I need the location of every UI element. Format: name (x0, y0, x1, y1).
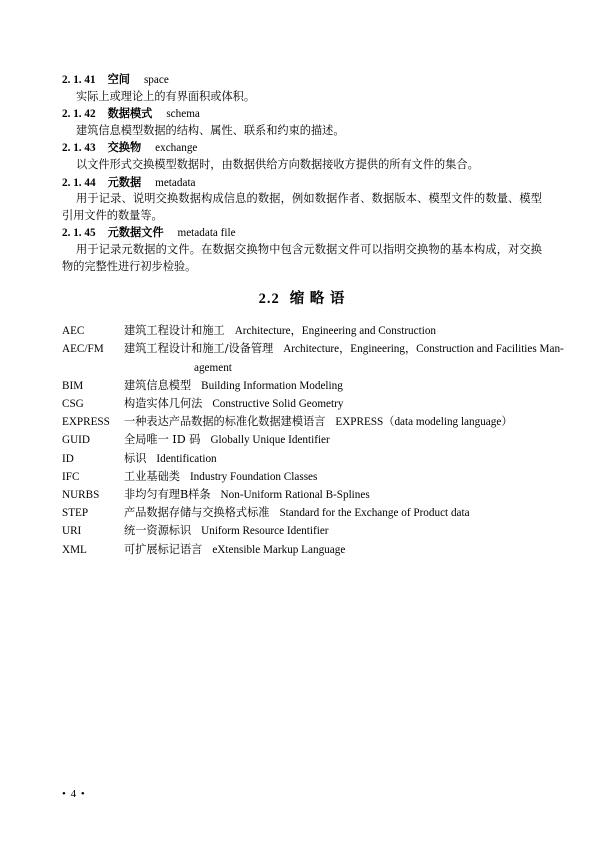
abbreviation-key: AEC/FM (62, 343, 104, 356)
abbreviation-cn: 构造实体几何法 (124, 396, 203, 410)
abbreviation-en: Constructive Solid Geometry (212, 397, 344, 410)
section-title-text: 缩 略 语 (289, 291, 346, 308)
term-name-cn: 空间 (107, 74, 130, 86)
term-name-en: metadata (155, 176, 196, 189)
abbreviation-row (62, 504, 542, 522)
abbreviation-row (62, 322, 542, 340)
term-definition: 用于记录元数据的文件。在数据交换物中包含元数据文件可以指明交换物的基本构成，对交换物的完整性进行初步检验。 (62, 242, 542, 273)
abbreviation-cn: 非均匀有理B样条 (124, 487, 211, 501)
term-name-cn: 元数据文件 (107, 227, 164, 240)
abbreviation-key: GUID (62, 434, 90, 447)
abbreviation-key: URI (62, 525, 82, 538)
abbreviation-cn: 建筑工程设计和施工/设备管理 (124, 342, 274, 356)
abbreviation-key: CSG (62, 397, 84, 410)
abbreviation-key: STEP (62, 507, 89, 520)
term-entry (62, 106, 542, 139)
term-entry (62, 225, 542, 275)
term-name-en: schema (166, 108, 200, 121)
abbreviation-key: AEC (62, 325, 85, 338)
page-content (62, 72, 564, 559)
term-definition: 用于记录、说明交换数据构成信息的数据，例如数据作者、数据版本、模型文件的数量、模型引用文件的数量等。 (62, 192, 542, 222)
term-name-cn: 元数据 (107, 176, 142, 189)
abbreviation-en: Non-Uniform Rational B-Splines (220, 488, 370, 501)
term-heading (62, 225, 542, 242)
abbreviation-cn: 工业基础类 (124, 469, 180, 483)
term-name-cn: 数据模式 (107, 108, 153, 121)
term-number: 2. 1. 44 (62, 176, 96, 189)
abbreviation-en: Industry Foundation Classes (189, 470, 318, 483)
abbreviation-key: IFC (62, 470, 80, 483)
abbreviation-row (62, 541, 542, 559)
abbreviation-row (62, 431, 542, 449)
abbreviation-continuation: agement (194, 361, 232, 374)
abbreviation-cn: 一种表达产品数据的标准化数据建模语言 (124, 415, 326, 429)
term-heading (62, 72, 542, 89)
term-heading (62, 175, 542, 192)
abbreviation-row (62, 413, 542, 431)
abbreviation-key: BIM (62, 379, 84, 392)
term-name-en: exchange (155, 142, 198, 155)
term-heading (62, 106, 542, 123)
abbreviation-row (62, 486, 542, 504)
abbreviation-cn: 产品数据存储与交换格式标准 (124, 506, 270, 520)
term-entry (62, 175, 542, 225)
term-entry (62, 140, 542, 173)
abbreviation-cn: 标识 (124, 451, 147, 465)
abbreviation-en: eXtensible Markup Language (212, 543, 346, 556)
term-name-en: metadata file (177, 227, 236, 240)
abbreviation-en: Standard for the Exchange of Product data (279, 507, 470, 520)
abbreviation-cn: 统一资源标识 (124, 524, 192, 538)
section-heading (62, 287, 542, 308)
abbreviation-en: Building Information Modeling (201, 379, 343, 392)
term-number: 2. 1. 41 (62, 74, 96, 86)
abbreviation-row (62, 450, 542, 468)
abbreviation-key: NURBS (62, 488, 100, 501)
page-number: • 4 • (62, 788, 86, 800)
term-number: 2. 1. 43 (62, 142, 96, 155)
term-definition: 建筑信息模型数据的结构、属性、联系和约束的描述。 (76, 123, 345, 137)
abbreviation-row (62, 395, 542, 413)
abbreviation-en: Identification (156, 452, 217, 465)
term-name-cn: 交换物 (107, 142, 142, 155)
abbreviation-row (62, 340, 564, 376)
term-number: 2. 1. 45 (62, 227, 96, 240)
abbreviation-cn: 可扩展标记语言 (124, 542, 203, 556)
abbreviation-key: ID (62, 452, 74, 465)
abbreviation-list (62, 322, 564, 559)
abbreviation-row (62, 522, 542, 540)
abbreviation-cn: 全局唯一 ID 码 (124, 433, 201, 447)
term-heading (62, 140, 542, 157)
term-definition: 实际上或理论上的有界面积或体积。 (76, 89, 256, 103)
abbreviation-key: XML (62, 543, 87, 556)
term-name-en: space (143, 74, 169, 86)
abbreviation-row (62, 468, 542, 486)
abbreviation-cn: 建筑工程设计和施工 (124, 324, 225, 338)
term-definition: 以文件形式交换模型数据时，由数据供给方向数据接收方提供的所有文件的集合。 (76, 157, 479, 171)
term-number: 2. 1. 42 (62, 108, 96, 121)
abbreviation-cn: 建筑信息模型 (124, 378, 192, 392)
section-number: 2.2 (258, 291, 280, 308)
abbreviation-key: EXPRESS (62, 416, 110, 429)
abbreviation-en: Architecture，Engineering，Construction and Facilities Man- (283, 343, 564, 356)
abbreviation-en: EXPRESS（data modeling language） (335, 416, 513, 429)
abbreviation-en: Uniform Resource Identifier (201, 525, 329, 538)
abbreviation-en: Architecture，Engineering and Construction (234, 325, 437, 338)
abbreviation-row (62, 377, 542, 395)
term-entry (62, 72, 542, 105)
abbreviation-en: Globally Unique Identifier (210, 434, 330, 447)
